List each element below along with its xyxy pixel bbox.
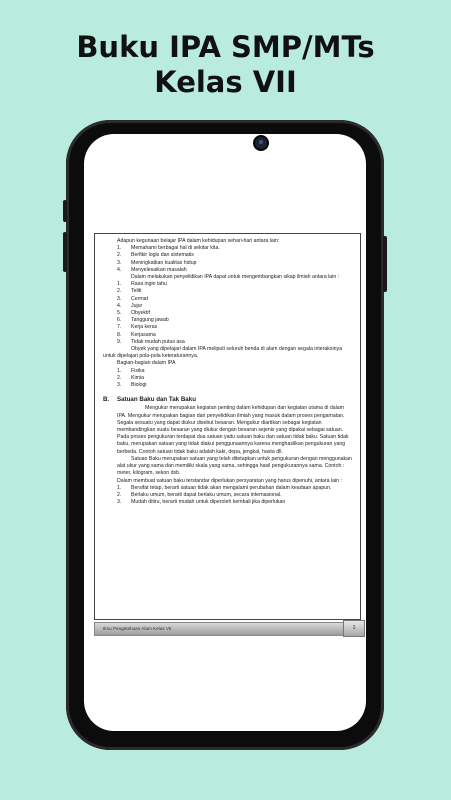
list-item: 1. Bersifat tetap, berarti satuan tidak akan mengalami perubahan dalam keadaan apapun.: [117, 484, 332, 491]
section-b-title: Satuan Baku dan Tak Baku: [117, 396, 196, 404]
attitude-intro-text: Dalam melakukan penyelidikan IPA dapat untuk mengembangkan sikap ilmiah antara lain :: [131, 274, 340, 281]
list-item: 3. Meningkatkan kualitas hidup: [117, 259, 197, 266]
list-item: 5. Obyektif: [117, 310, 151, 317]
side-button-left-2: [63, 232, 67, 272]
list-item: 2. Teliti: [117, 288, 142, 295]
list-item: 9. Tidak mudah putus asa: [117, 338, 185, 345]
list-item: 3. Cermat: [117, 295, 149, 302]
side-button-right: [383, 236, 387, 292]
side-button-left-1: [63, 200, 67, 222]
front-camera-icon: [255, 137, 267, 149]
list-item: 2. Kimia: [117, 374, 144, 381]
list-item: 2. Berlaku umum, berarti dapat berlaku umum, secara internasional.: [117, 491, 282, 498]
paragraph-3: Dalam membuat satuan baku terstandar diperlukan persyaratan yang harus dipenuhi, antara lain :: [117, 477, 342, 484]
object-paragraph: Obyek yang dipelajari dalam IPA meliputi seluruh benda di alam dengan segala interaksinya untuk dipelajari pola-pola keteraturannya.: [103, 346, 342, 360]
list-item: 1. Memahami berbagai hal di sekitar kita.: [117, 245, 220, 252]
branches-intro: Bagian-bagian dalam IPA: [117, 360, 176, 367]
promo-headline: [0, 30, 451, 100]
list-item: 3. Mudah ditiru, berarti mudah untuk diperoleh kembali jika diperlukan: [117, 499, 286, 506]
list-item: 4. Menyelesaikan masalah: [117, 266, 187, 273]
section-b-letter: B.: [103, 396, 110, 404]
branches-list: [103, 368, 353, 390]
paragraph-1: Mengukur merupakan kegiatan penting dalam kehidupan dan kegiatan utama di dalam IPA. Mengukur merupakan bagian dari penyelidikan ilmiah yang masuk dalam proses pengamatan. Segala sesuatu yang dapat diukur disebut besaran. Mengukur diartikan sebagai kegiatan membandingkan suatu besaran yang diukur dengan besaran sejenis yang dipakai sebagai satuan. Pada proses pengukuran terdapat dua satuan yaitu satuan baku dan satuan tidak baku. Satuan tidak baku, merupakan satuan yang tidak diakui penggunaannya karena menghasilkan pengukuran yang berbeda. Contoh satuan tidak baku adalah kaki, depa, jengkal, hasta dll.: [117, 405, 349, 455]
document-page[interactable]: [94, 233, 361, 620]
attitudes-list: [103, 281, 353, 346]
intro-text: Adapun kegunaan belajar IPA dalam kehidupan sehari-hari antara lain:: [117, 238, 280, 244]
section-b-heading: [103, 396, 353, 403]
list-item: 6. Tanggung jawab: [117, 317, 169, 324]
page-footer-bar: [94, 622, 346, 636]
list-item: 7. Kerja keras: [117, 324, 158, 331]
headline-line-2: Kelas VII: [154, 65, 297, 99]
footer-book-title: Ilmu Pengetahuan Alam Kelas VII: [103, 626, 172, 631]
list-item: 1. Rasa ingin tahu: [117, 281, 168, 288]
requirements-list: [103, 485, 353, 507]
list-item: 8. Kerjasama: [117, 331, 156, 338]
uses-list: [103, 245, 353, 274]
list-item: 1. Fisika: [117, 367, 145, 374]
list-item: 4. Jujur: [117, 302, 143, 309]
list-item: 2. Berfikir logis dan sistematis: [117, 252, 194, 259]
page-number: 1: [343, 620, 365, 637]
document-text: [103, 238, 353, 506]
list-item: 3. Biologi: [117, 382, 147, 389]
paragraph-2: Satuan Baku merupakan satuan yang telah ditetapkan untuk pengukuran dengan menggunakan alat ukur yang sama dan memiliki skala yang sama, sehingga hasil pengukurannya sama. Contoh : meter, kilogram, sekon dsb.: [117, 455, 352, 477]
headline-line-1: Buku IPA SMP/MTs: [76, 30, 375, 64]
